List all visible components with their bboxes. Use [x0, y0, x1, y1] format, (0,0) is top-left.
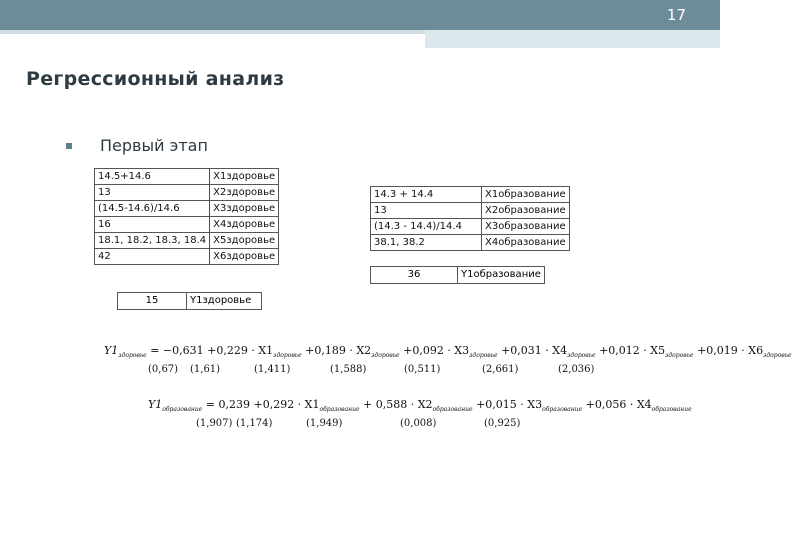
- table-cell-value: 36: [371, 267, 458, 284]
- equation-term: +0,012 · X5: [599, 344, 666, 357]
- equation-subscript: образование: [319, 406, 360, 414]
- equation-lhs-subscript: образование: [162, 406, 203, 414]
- slide-number: 17: [666, 6, 686, 24]
- equation-lhs: Y1: [104, 344, 119, 357]
- table-row: [371, 267, 545, 284]
- equation-subscript: здоровье: [665, 352, 694, 360]
- table-row: [95, 169, 279, 185]
- table-row: [95, 249, 279, 265]
- equation-subscript: образование: [542, 406, 583, 414]
- equation-term: +0,056 · X4: [585, 398, 652, 411]
- table-cell-value: 16: [95, 217, 210, 233]
- slide-title: Регрессионный анализ: [26, 68, 285, 90]
- table-row: [95, 233, 279, 249]
- table-cell-label: X4здоровье: [210, 217, 279, 233]
- slide-header-accent-block: [425, 30, 720, 48]
- table-row: [95, 185, 279, 201]
- equation-term: +0,189 · X2: [305, 344, 372, 357]
- table-cell-value: 42: [95, 249, 210, 265]
- equation-subscript: здоровье: [273, 352, 302, 360]
- standard-error: (1,174): [236, 418, 273, 429]
- table-row: [95, 201, 279, 217]
- table-cell-label: X3образование: [482, 219, 570, 235]
- education-regression-equation: [148, 398, 692, 413]
- table-cell-value: 14.3 + 14.4: [371, 187, 482, 203]
- bullet-square-icon: [66, 143, 72, 149]
- table-cell-label: X2здоровье: [210, 185, 279, 201]
- health-dependent-variable-box: [117, 292, 262, 310]
- education-variables-table: [370, 186, 570, 251]
- standard-error: (1,61): [190, 364, 221, 375]
- standard-error: (1,949): [306, 418, 343, 429]
- standard-error: (1,411): [254, 364, 291, 375]
- equation-term: + 0,588 · X2: [363, 398, 433, 411]
- table-row: [95, 217, 279, 233]
- equation-term: = −0,631 +0,229 · X1: [150, 344, 274, 357]
- equation-subscript: образование: [432, 406, 473, 414]
- standard-error: (0,511): [404, 364, 441, 375]
- table-row: [371, 235, 570, 251]
- standard-error: (1,907): [196, 418, 233, 429]
- table-cell-label: Y1здоровье: [187, 293, 262, 310]
- standard-error: (0,925): [484, 418, 521, 429]
- bullet-text: Первый этап: [100, 136, 208, 155]
- table-cell-value: (14.3 - 14.4)/14.4: [371, 219, 482, 235]
- table-cell-value: 15: [118, 293, 187, 310]
- equation-term: +0,019 · X6: [697, 344, 764, 357]
- slide-header-bar: [0, 0, 720, 30]
- equation-term: +0,015 · X3: [476, 398, 543, 411]
- equation-term: = 0,239 +0,292 · X1: [205, 398, 320, 411]
- equation-subscript: здоровье: [371, 352, 400, 360]
- standard-error: (2,661): [482, 364, 519, 375]
- table-cell-label: X1образование: [482, 187, 570, 203]
- table-row: [118, 293, 262, 310]
- health-regression-equation: [104, 344, 792, 359]
- table-cell-value: 13: [371, 203, 482, 219]
- table-cell-value: (14.5-14.6)/14.6: [95, 201, 210, 217]
- table-cell-label: X3здоровье: [210, 201, 279, 217]
- equation-term: +0,031 · X4: [501, 344, 568, 357]
- equation-subscript: здоровье: [567, 352, 596, 360]
- health-variables-table: [94, 168, 279, 265]
- equation-subscript: здоровье: [763, 352, 792, 360]
- table-cell-label: X4образование: [482, 235, 570, 251]
- equation-lhs: Y1: [148, 398, 163, 411]
- standard-error: (2,036): [558, 364, 595, 375]
- education-dependent-variable-box: [370, 266, 545, 284]
- table-cell-label: X5здоровье: [210, 233, 279, 249]
- standard-error: (1,588): [330, 364, 367, 375]
- table-cell-label: Y1образование: [458, 267, 545, 284]
- equation-subscript: образование: [651, 406, 692, 414]
- table-cell-value: 14.5+14.6: [95, 169, 210, 185]
- table-cell-label: X6здоровье: [210, 249, 279, 265]
- equation-subscript: здоровье: [469, 352, 498, 360]
- table-cell-label: X1здоровье: [210, 169, 279, 185]
- standard-error: (0,008): [400, 418, 437, 429]
- equation-term: +0,092 · X3: [403, 344, 470, 357]
- table-cell-value: 38.1, 38.2: [371, 235, 482, 251]
- equation-lhs-subscript: здоровье: [118, 352, 147, 360]
- table-row: [371, 203, 570, 219]
- table-cell-value: 13: [95, 185, 210, 201]
- table-row: [371, 187, 570, 203]
- standard-error: (0,67): [148, 364, 179, 375]
- table-cell-label: X2образование: [482, 203, 570, 219]
- table-cell-value: 18.1, 18.2, 18.3, 18.4: [95, 233, 210, 249]
- table-row: [371, 219, 570, 235]
